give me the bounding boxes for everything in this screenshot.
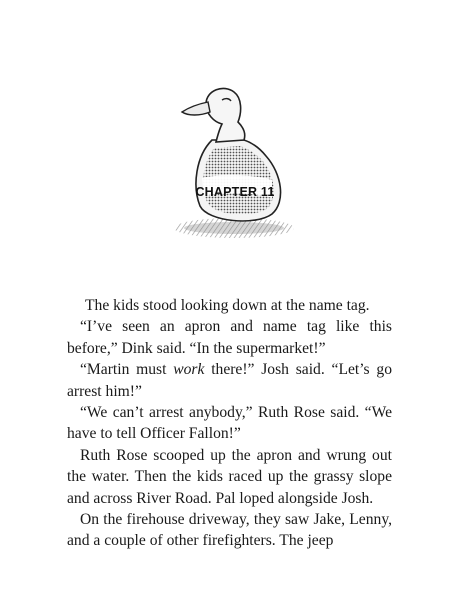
body-text xyxy=(67,295,392,552)
paragraph-text: “Martin must xyxy=(80,361,174,379)
paragraph xyxy=(67,359,392,402)
paragraph: On the firehouse driveway, they saw Jake, Lenny, and a couple of other firefighters. The jeep xyxy=(67,511,392,550)
emphasis-text: work xyxy=(173,361,205,379)
paragraph: “I’ve seen an apron and name tag like this before,” Dink said. “In the supermarket!” xyxy=(67,318,392,357)
paragraph: “We can’t arrest anybody,” Ruth Rose said. “We have to tell Officer Fallon!” xyxy=(67,404,392,443)
chapter-heading: CHAPTER 11 xyxy=(195,185,275,199)
paragraph: Ruth Rose scooped up the apron and wrung out the water. Then the kids raced up the grassy slope and across River Road. Pal loped alongside Josh. xyxy=(67,446,392,507)
paragraph-text: there!” Josh said. “Let’s go arrest him!” xyxy=(67,361,392,400)
duck-decoy-illustration xyxy=(172,82,296,242)
paragraph: The kids stood looking down at the name tag. xyxy=(85,297,370,314)
